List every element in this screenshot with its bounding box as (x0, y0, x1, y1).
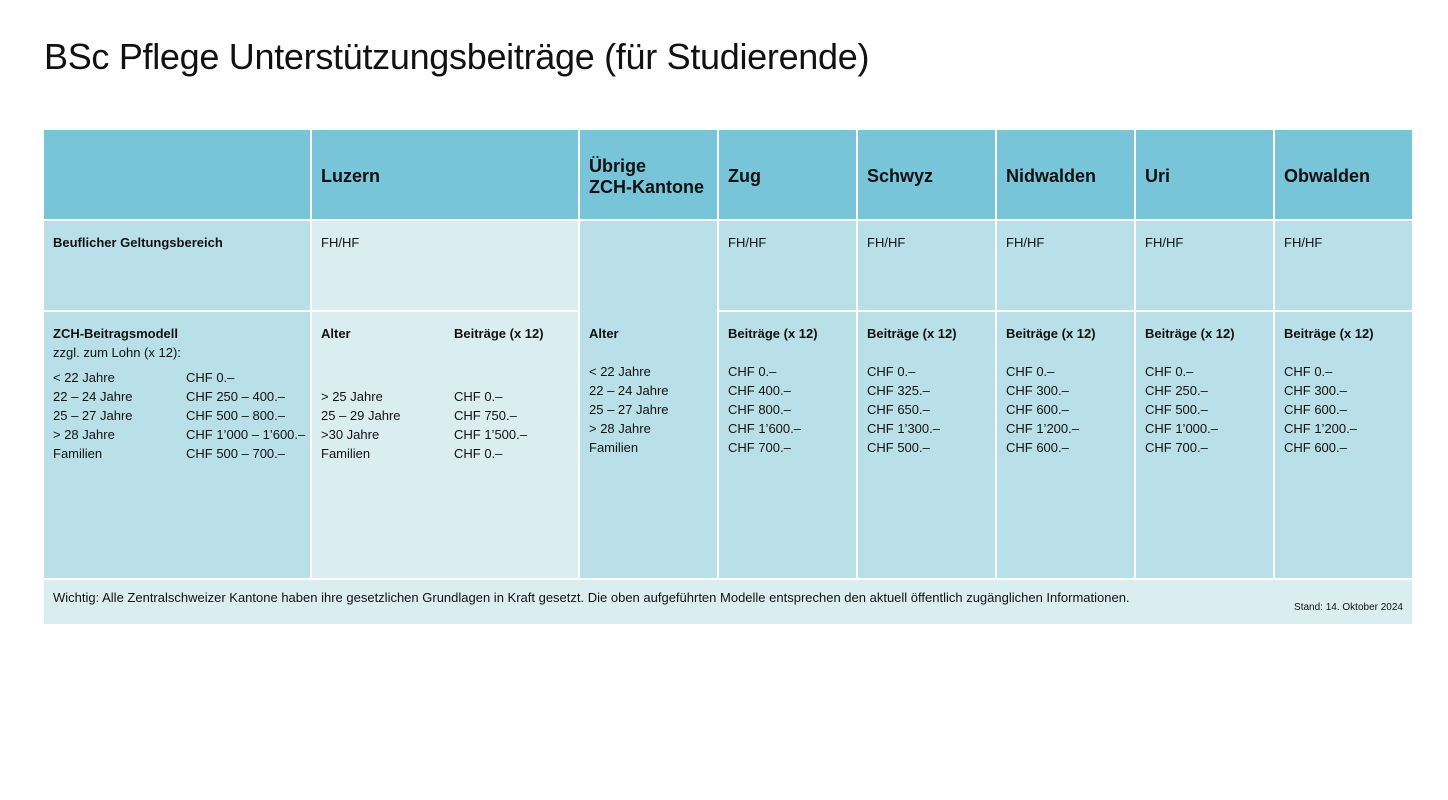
zug-values: Beiträge (x 12) CHF 0.– CHF 400.– CHF 800.– CHF 1’600.– CHF 700.– (719, 312, 856, 578)
model-row: 25 – 27 Jahre CHF 500 – 800.– (53, 408, 286, 423)
luzern-header-row: Alter Beiträge (x 12) (321, 326, 544, 341)
luzern-row: >30 Jahre CHF 1’500.– (321, 427, 527, 442)
nidwalden-values: Beiträge (x 12) CHF 0.– CHF 300.– CHF 600.– CHF 1’200.– CHF 600.– (997, 312, 1134, 578)
uebrige-age-header: Alter (589, 326, 619, 341)
schwyz-values: Beiträge (x 12) CHF 0.– CHF 325.– CHF 650.– CHF 1’300.– CHF 500.– (858, 312, 995, 578)
header-schwyz: Schwyz (858, 130, 995, 219)
obwalden-values: Beiträge (x 12) CHF 0.– CHF 300.– CHF 600.– CHF 1’200.– CHF 600.– (1275, 312, 1412, 578)
scope-schwyz: FH/HF (858, 221, 995, 310)
model-row: Familien CHF 500 – 700.– (53, 446, 286, 461)
scope-luzern: FH/HF (312, 221, 578, 310)
luzern-row: > 25 Jahre CHF 0.– (321, 389, 503, 404)
scope-nidwalden: FH/HF (997, 221, 1134, 310)
uebrige-column (580, 221, 717, 578)
scope-obwalden: FH/HF (1275, 221, 1412, 310)
uri-values: Beiträge (x 12) CHF 0.– CHF 250.– CHF 500.– CHF 1’000.– CHF 700.– (1136, 312, 1273, 578)
header-nidwalden: Nidwalden (997, 130, 1134, 219)
contribution-table (44, 130, 1412, 624)
header-uebrige-label: Übrige ZCH-Kantone (589, 155, 704, 197)
scope-label: Beuflicher Geltungsbereich (44, 221, 310, 310)
footer-note (44, 580, 1412, 624)
header-uri: Uri (1136, 130, 1273, 219)
luzern-row: Familien CHF 0.– (321, 446, 503, 461)
model-row: < 22 Jahre CHF 0.– (53, 370, 235, 385)
footer-note-text: Wichtig: Alle Zentralschweizer Kantone haben ihre gesetzlichen Grundlagen in Kraft gesetzt. Die oben aufgeführten Modelle entsprechen den aktuell öffentlich zugänglichen Informationen. (53, 590, 1130, 605)
model-row: 22 – 24 Jahre CHF 250 – 400.– (53, 389, 286, 404)
header-empty (44, 130, 310, 219)
scope-uri: FH/HF (1136, 221, 1273, 310)
uebrige-age: 22 – 24 Jahre (589, 383, 669, 398)
model-label: ZCH-Beitragsmodell (53, 326, 178, 341)
uebrige-age: Familien (589, 440, 639, 455)
luzern-row: 25 – 29 Jahre CHF 750.– (321, 408, 517, 423)
model-row: > 28 Jahre CHF 1’000 – 1’600.– (53, 427, 306, 442)
uebrige-age: > 28 Jahre (589, 421, 651, 436)
header-zug: Zug (719, 130, 856, 219)
luzern-cell (312, 312, 578, 578)
model-sublabel: zzgl. zum Lohn (x 12): (53, 345, 181, 360)
uebrige-age: 25 – 27 Jahre (589, 402, 669, 417)
footer-date: Stand: 14. Oktober 2024 (1294, 602, 1403, 613)
header-obwalden: Obwalden (1275, 130, 1412, 219)
uebrige-age: < 22 Jahre (589, 364, 651, 379)
header-luzern: Luzern (312, 130, 578, 219)
header-uebrige (580, 130, 717, 219)
scope-zug: FH/HF (719, 221, 856, 310)
model-cell (44, 312, 310, 578)
page-title: BSc Pflege Unterstützungsbeiträge (für Studierende) (44, 36, 870, 77)
